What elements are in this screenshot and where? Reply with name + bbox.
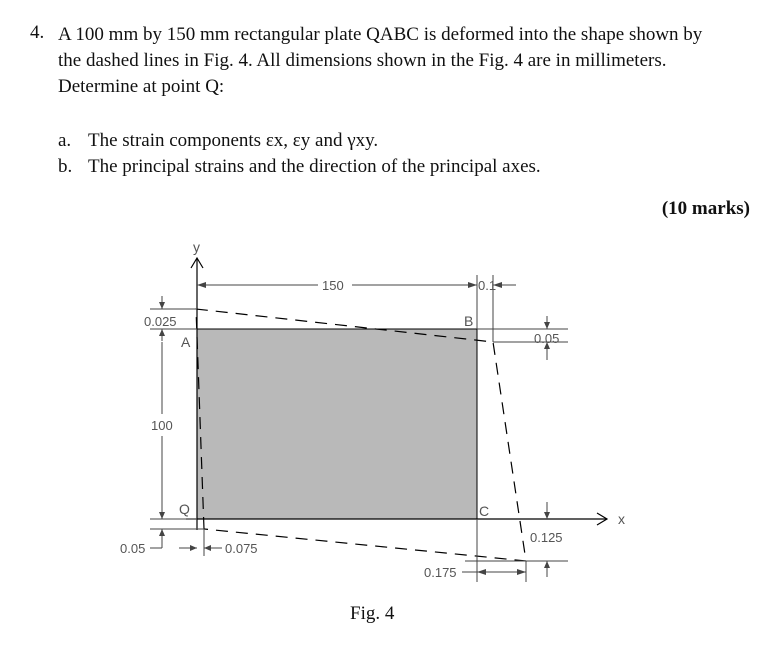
dim-0-075-arrow-left (190, 545, 197, 551)
question-number: 4. (30, 22, 45, 43)
part-a-text: The strain components εx, εy and γxy. (88, 130, 379, 151)
part-a-label: a. (58, 130, 72, 151)
point-a-label: A (181, 334, 191, 350)
dim-150-arrow-right (468, 282, 477, 288)
dim-0-125-arrow-bottom (544, 561, 550, 568)
dim-0-05-left-arrow-top (159, 512, 165, 519)
dim-0-05-left-arrow-bottom (159, 529, 165, 536)
dim-0-175-arrow-right (517, 569, 526, 575)
marks-label: (10 marks) (661, 198, 750, 219)
dim-0-05-left-label: 0.05 (120, 541, 146, 556)
dim-0-075-label: 0.075 (225, 541, 258, 556)
question-line-3: Determine at point Q: (58, 76, 225, 97)
x-axis-label: x (618, 511, 625, 527)
figure-4 (0, 230, 780, 650)
dim-0-05-arrow-top (544, 322, 550, 329)
dim-0-025-arrow-top (159, 302, 165, 309)
point-c-label: C (479, 503, 490, 519)
dim-0-175-arrow-left (477, 569, 486, 575)
question-text (58, 22, 758, 100)
question-line-1: A 100 mm by 150 mm rectangular plate QABC is deformed into the shape shown by (58, 24, 703, 45)
dim-0-125-label: 0.125 (530, 530, 563, 545)
part-b-label: b. (58, 156, 73, 177)
dim-0-025-label: 0.025 (144, 314, 177, 329)
question-line-2: the dashed lines in Fig. 4. All dimensions shown in the Fig. 4 are in millimeters. (58, 50, 667, 71)
figure-caption: Fig. 4 (350, 603, 395, 624)
dim-150-arrow-left (197, 282, 206, 288)
dim-0-1-label: 0.1 (478, 278, 497, 293)
dim-0-175-label: 0.175 (424, 565, 457, 580)
figure-svg (0, 230, 780, 650)
y-axis-label: y (193, 239, 200, 255)
point-q-label: Q (179, 501, 190, 517)
dim-100-label: 100 (151, 418, 173, 433)
part-b-text: The principal strains and the direction of the principal axes. (88, 156, 541, 177)
dim-0-025-arrow-bottom (159, 329, 165, 336)
point-b-label: B (464, 313, 474, 329)
dim-0-125-arrow-top (544, 512, 550, 519)
dim-0-075-arrow-right (204, 545, 211, 551)
plate (197, 329, 477, 519)
dim-150-label: 150 (322, 278, 344, 293)
dim-0-05-right-label: 0.05 (534, 331, 560, 346)
